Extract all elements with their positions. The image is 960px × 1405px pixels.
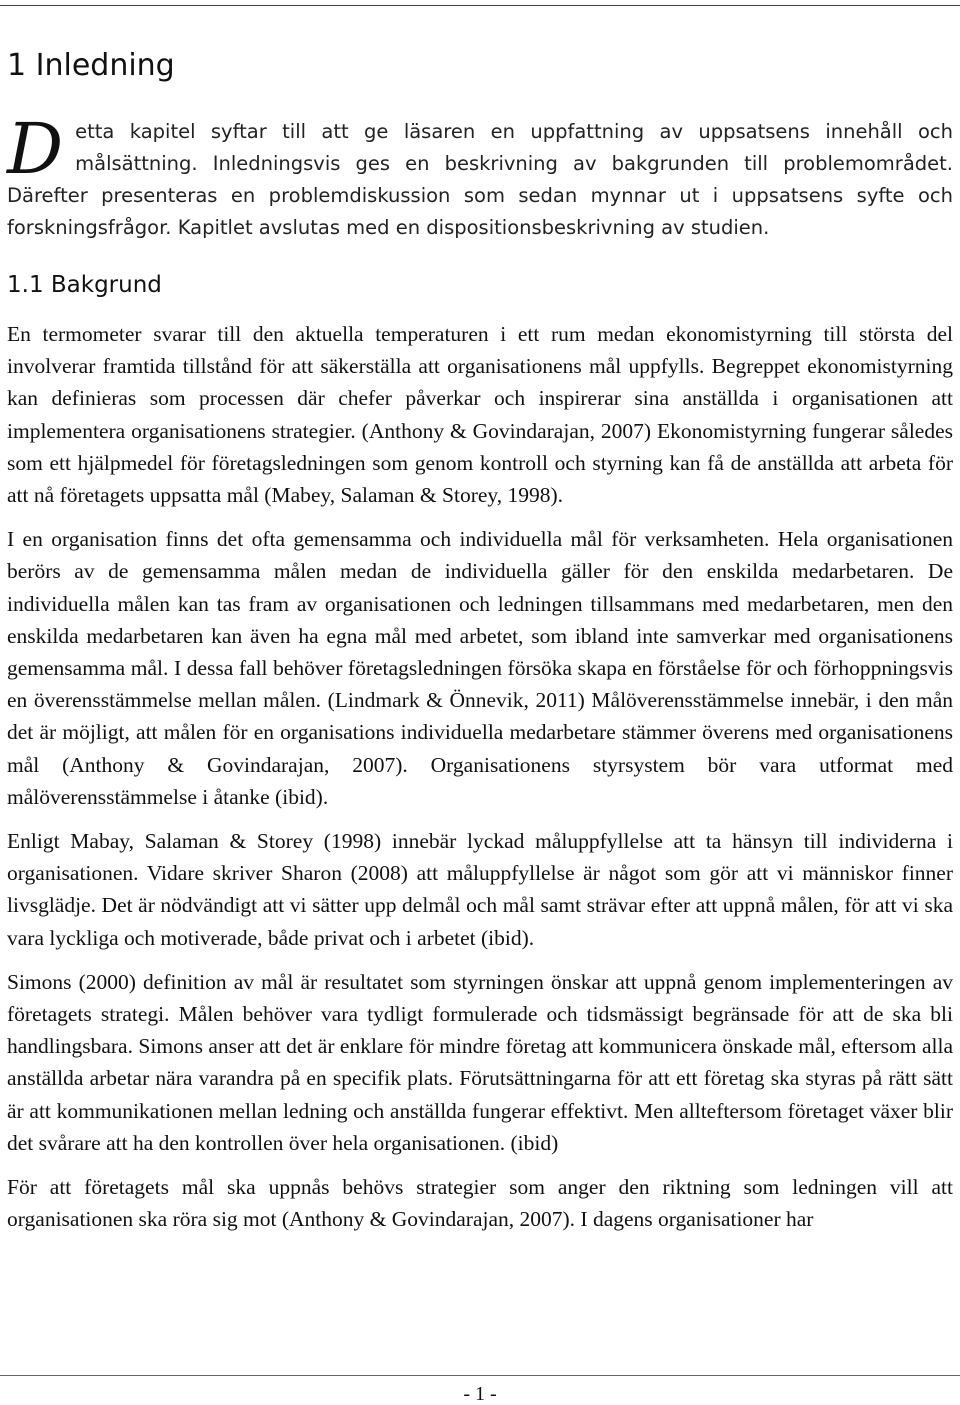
paragraph-3: Enligt Mabay, Salaman & Storey (1998) innebär lyckad måluppfyllelse att ta hänsyn till individerna i organisationen. Vidare skriver Sharon (2008) att måluppfyllelse är något som gör att vi människor finner livsglädje. Det är nödvändigt att vi sätter upp delmål och mål samt strävar efter att uppnå målen, för att vi ska vara lyckliga och motiverade, både privat och i arbetet (ibid). [7,829,953,950]
section-title: 1.1 Bakgrund [7,272,162,298]
page-number: - 1 - [463,1383,497,1405]
paragraph-1: En termometer svarar till den aktuella temperaturen i ett rum medan ekonomistyrning till största del involverar framtida tillstånd för att säkerställa att organisationens mål uppfylls. Begreppet ekonomistyrning kan definieras som processen där chefer påverkar och inspirerar sina anställda i organisationen att implementera organisationens strategier. (Anthony & Govindarajan, 2007) Ekonomistyrning fungerar således som ett hjälpmedel för företagsledningen som genom kontroll och styrning kan få de anställda att arbeta för att nå företagets uppsatta mål (Mabey, Salaman & Storey, 1998). [7,322,953,508]
drop-cap: D [7,108,64,190]
header-rule [0,5,960,6]
chapter-title: 1 Inledning [7,48,175,83]
chapter-intro [7,108,953,244]
section-body [7,318,953,1247]
paragraph-5: För att företagets mål ska uppnås behövs strategier som anger den riktning som ledningen vill att organisationen ska röra sig mot (Anthony & Govindarajan, 2007). I dagens organisationer har [7,1175,953,1232]
paragraph-2: I en organisation finns det ofta gemensamma och individuella mål för verksamheten. Hela organisationen berörs av de gemensamma målen medan de individuella gäller för den enskilda medarbetaren. De individuella målen kan tas fram av organisationen och ledningen tillsammans med medarbetaren, men den enskilda medarbetaren kan även ha egna mål med arbetet, som ibland inte samverkar med organisationens gemensamma mål. I dessa fall behöver företagsledningen försöka skapa en förståelse för och förhoppningsvis en överensstämmelse mellan målen. (Lindmark & Önnevik, 2011) Målöverensstämmelse innebär, i den mån det är möjligt, att målen för en organisations individuella medarbetare stämmer överens med organisationens mål (Anthony & Govindarajan, 2007). Organisationens styrsystem bör vara utformat med målöverensstämmelse i åtanke (ibid). [7,527,953,809]
chapter-intro-text: etta kapitel syftar till att ge läsaren en uppfattning av uppsatsens innehåll och målsättning. Inledningsvis ges en beskrivning av bakgrunden till problemområdet. Därefter presenteras en problemdiskussion som sedan mynnar ut i uppsatsens syfte och forskningsfrågor. Kapitlet avslutas med en dispositionsbeskrivning av studien. [7,120,953,239]
paragraph-4: Simons (2000) definition av mål är resultatet som styrningen önskar att uppnå genom implementeringen av företagets strategi. Målen behöver vara tydligt formulerade och tidsmässigt begränsade för att de ska bli handlingsbara. Simons anser att det är enklare för mindre företag att kommunicera önskade mål, eftersom alla anställda arbetar nära varandra på en specifik plats. Förutsättningarna för att ett företag ska styras på rätt sätt är att kommunikationen mellan ledning och anställda fungerar effektivt. Men allteftersom företaget växer blir det svårare att ha den kontrollen över hela organisationen. (ibid) [7,969,953,1155]
footer-rule [0,1375,960,1376]
